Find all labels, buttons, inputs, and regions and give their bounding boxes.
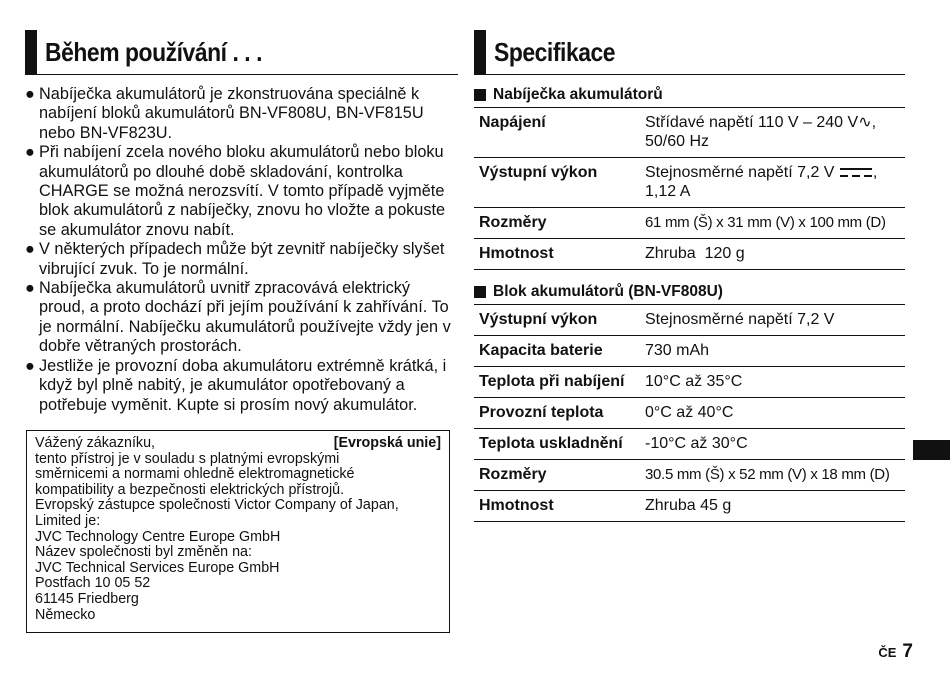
language-code: ČE	[878, 645, 897, 660]
left-column	[25, 30, 458, 415]
dc-symbol-icon	[839, 167, 873, 179]
list-item: ● Nabíječka akumulátorů uvnitř zpracovává elektrický proud, a proto dochází při jejím používání k zahřívání. To je normální. Nabíječku akumulátorů používejte vždy jen v dobře větraných prostorách.	[25, 279, 451, 356]
spec-key: Kapacita baterie	[474, 336, 640, 367]
spec-value: -10°C až 30°C	[640, 429, 905, 460]
battery-spec-table	[474, 304, 905, 522]
section-heading-usage	[25, 30, 458, 75]
battery-section-title: Blok akumulátorů (BN-VF808U)	[474, 280, 905, 304]
spec-key: Teplota při nabíjení	[474, 367, 640, 398]
spec-value: 730 mAh	[640, 336, 905, 367]
table-row	[474, 208, 905, 239]
spec-value: Stejnosměrné napětí 7,2 V , 1,12 A	[640, 158, 905, 208]
notice-line: Název společnosti byl změněn na:	[35, 544, 252, 561]
bullet-icon: ●	[25, 85, 35, 103]
spec-value: Zhruba 45 g	[640, 491, 905, 522]
table-row	[474, 460, 905, 491]
heading-bar	[25, 30, 37, 74]
section-heading-spec	[474, 30, 905, 75]
table-row	[474, 158, 905, 208]
list-item: ● V některých případech může být zevnitř nabíječky slyšet vibrující zvuk. To je normální.	[25, 240, 445, 278]
bullet-icon: ●	[25, 279, 35, 298]
spec-key: Provozní teplota	[474, 398, 640, 429]
table-row	[474, 429, 905, 460]
list-item: ● Jestliže je provozní doba akumulátoru extrémně krátká, i když byl plně nabitý, je akumulátor opotřebovaný a potřebuje vyměnit. Kupte si prosím nový akumulátor.	[25, 356, 447, 414]
spec-value: Stejnosměrné napětí 7,2 V	[640, 305, 905, 336]
spec-key: Výstupní výkon	[474, 305, 640, 336]
charger-spec-table	[474, 107, 905, 270]
spec-key: Rozměry	[474, 208, 640, 239]
spec-value: 30.5 mm (Š) x 52 mm (V) x 18 mm (D)	[640, 460, 905, 491]
square-bullet-icon	[474, 89, 486, 101]
notice-line: Evropský zástupce společnosti Victor Company of Japan,	[35, 497, 399, 514]
bullet-icon: ●	[25, 240, 35, 259]
table-row	[474, 305, 905, 336]
notice-line: 61145 Friedberg	[35, 590, 139, 607]
spec-key: Napájení	[474, 108, 640, 158]
spec-key: Teplota uskladnění	[474, 429, 640, 460]
bullet-icon: ●	[25, 356, 35, 375]
table-row	[474, 398, 905, 429]
spec-value: Zhruba 120 g	[640, 239, 905, 270]
spec-value: Střídavé napětí 110 V – 240 V∿, 50/60 Hz	[640, 108, 905, 158]
page-number	[878, 641, 913, 663]
table-row	[474, 367, 905, 398]
spec-key: Výstupní výkon	[474, 158, 640, 208]
notice-line: směrnicemi a normami ohledně elektromagnetické	[35, 466, 355, 483]
notice-line: kompatibility a bezpečnosti elektrických přístrojů.	[35, 481, 345, 498]
spec-key: Rozměry	[474, 460, 640, 491]
notice-header	[35, 436, 441, 452]
spec-value: 0°C až 40°C	[640, 398, 905, 429]
notice-tag: [Evropská unie]	[333, 435, 441, 451]
spec-value: 61 mm (Š) x 31 mm (V) x 100 mm (D)	[640, 208, 905, 239]
list-item: ● Při nabíjení zcela nového bloku akumulátorů nebo bloku akumulátorů po dlouhé době skladování, kontrolka CHARGE se možná nerozsvítí. V tomto případě vyjměte blok akumulátorů z nabíječky, znovu ho vložte a pokuste se akumulátor znovu nabít.	[25, 143, 446, 239]
list-item: ● Nabíječka akumulátorů je zkonstruována speciálně k nabíjení bloků akumulátorů BN-VF808U, BN-VF815U nebo BN-VF823U.	[25, 85, 424, 142]
page-title-spec: Specifikace	[494, 37, 616, 67]
notice-greeting: Vážený zákazníku,	[35, 435, 156, 451]
notice-line: JVC Technology Centre Europe GmbH	[35, 528, 281, 545]
section-tab-marker	[913, 440, 950, 460]
usage-bullet-list	[25, 85, 458, 415]
bullet-icon: ●	[25, 143, 35, 162]
notice-line: tento přístroj je v souladu s platnými evropskými	[35, 450, 340, 467]
spec-key: Hmotnost	[474, 491, 640, 522]
table-row	[474, 108, 905, 158]
eu-notice-box	[26, 430, 450, 633]
page-number-value: 7	[902, 641, 913, 662]
page-title-usage: Během používání . . .	[45, 37, 263, 67]
spec-key: Hmotnost	[474, 239, 640, 270]
square-bullet-icon	[474, 286, 486, 298]
right-column	[474, 30, 905, 522]
charger-section-title: Nabíječka akumulátorů	[474, 83, 905, 107]
table-row	[474, 491, 905, 522]
table-row	[474, 336, 905, 367]
ac-symbol-icon: ∿	[858, 114, 872, 131]
notice-line: Limited je:	[35, 512, 101, 529]
heading-bar	[474, 30, 486, 74]
notice-line: JVC Technical Services Europe GmbH	[35, 559, 280, 576]
notice-line: Německo	[35, 606, 96, 623]
table-row	[474, 239, 905, 270]
notice-line: Postfach 10 05 52	[35, 575, 151, 592]
spec-value: 10°C až 35°C	[640, 367, 905, 398]
